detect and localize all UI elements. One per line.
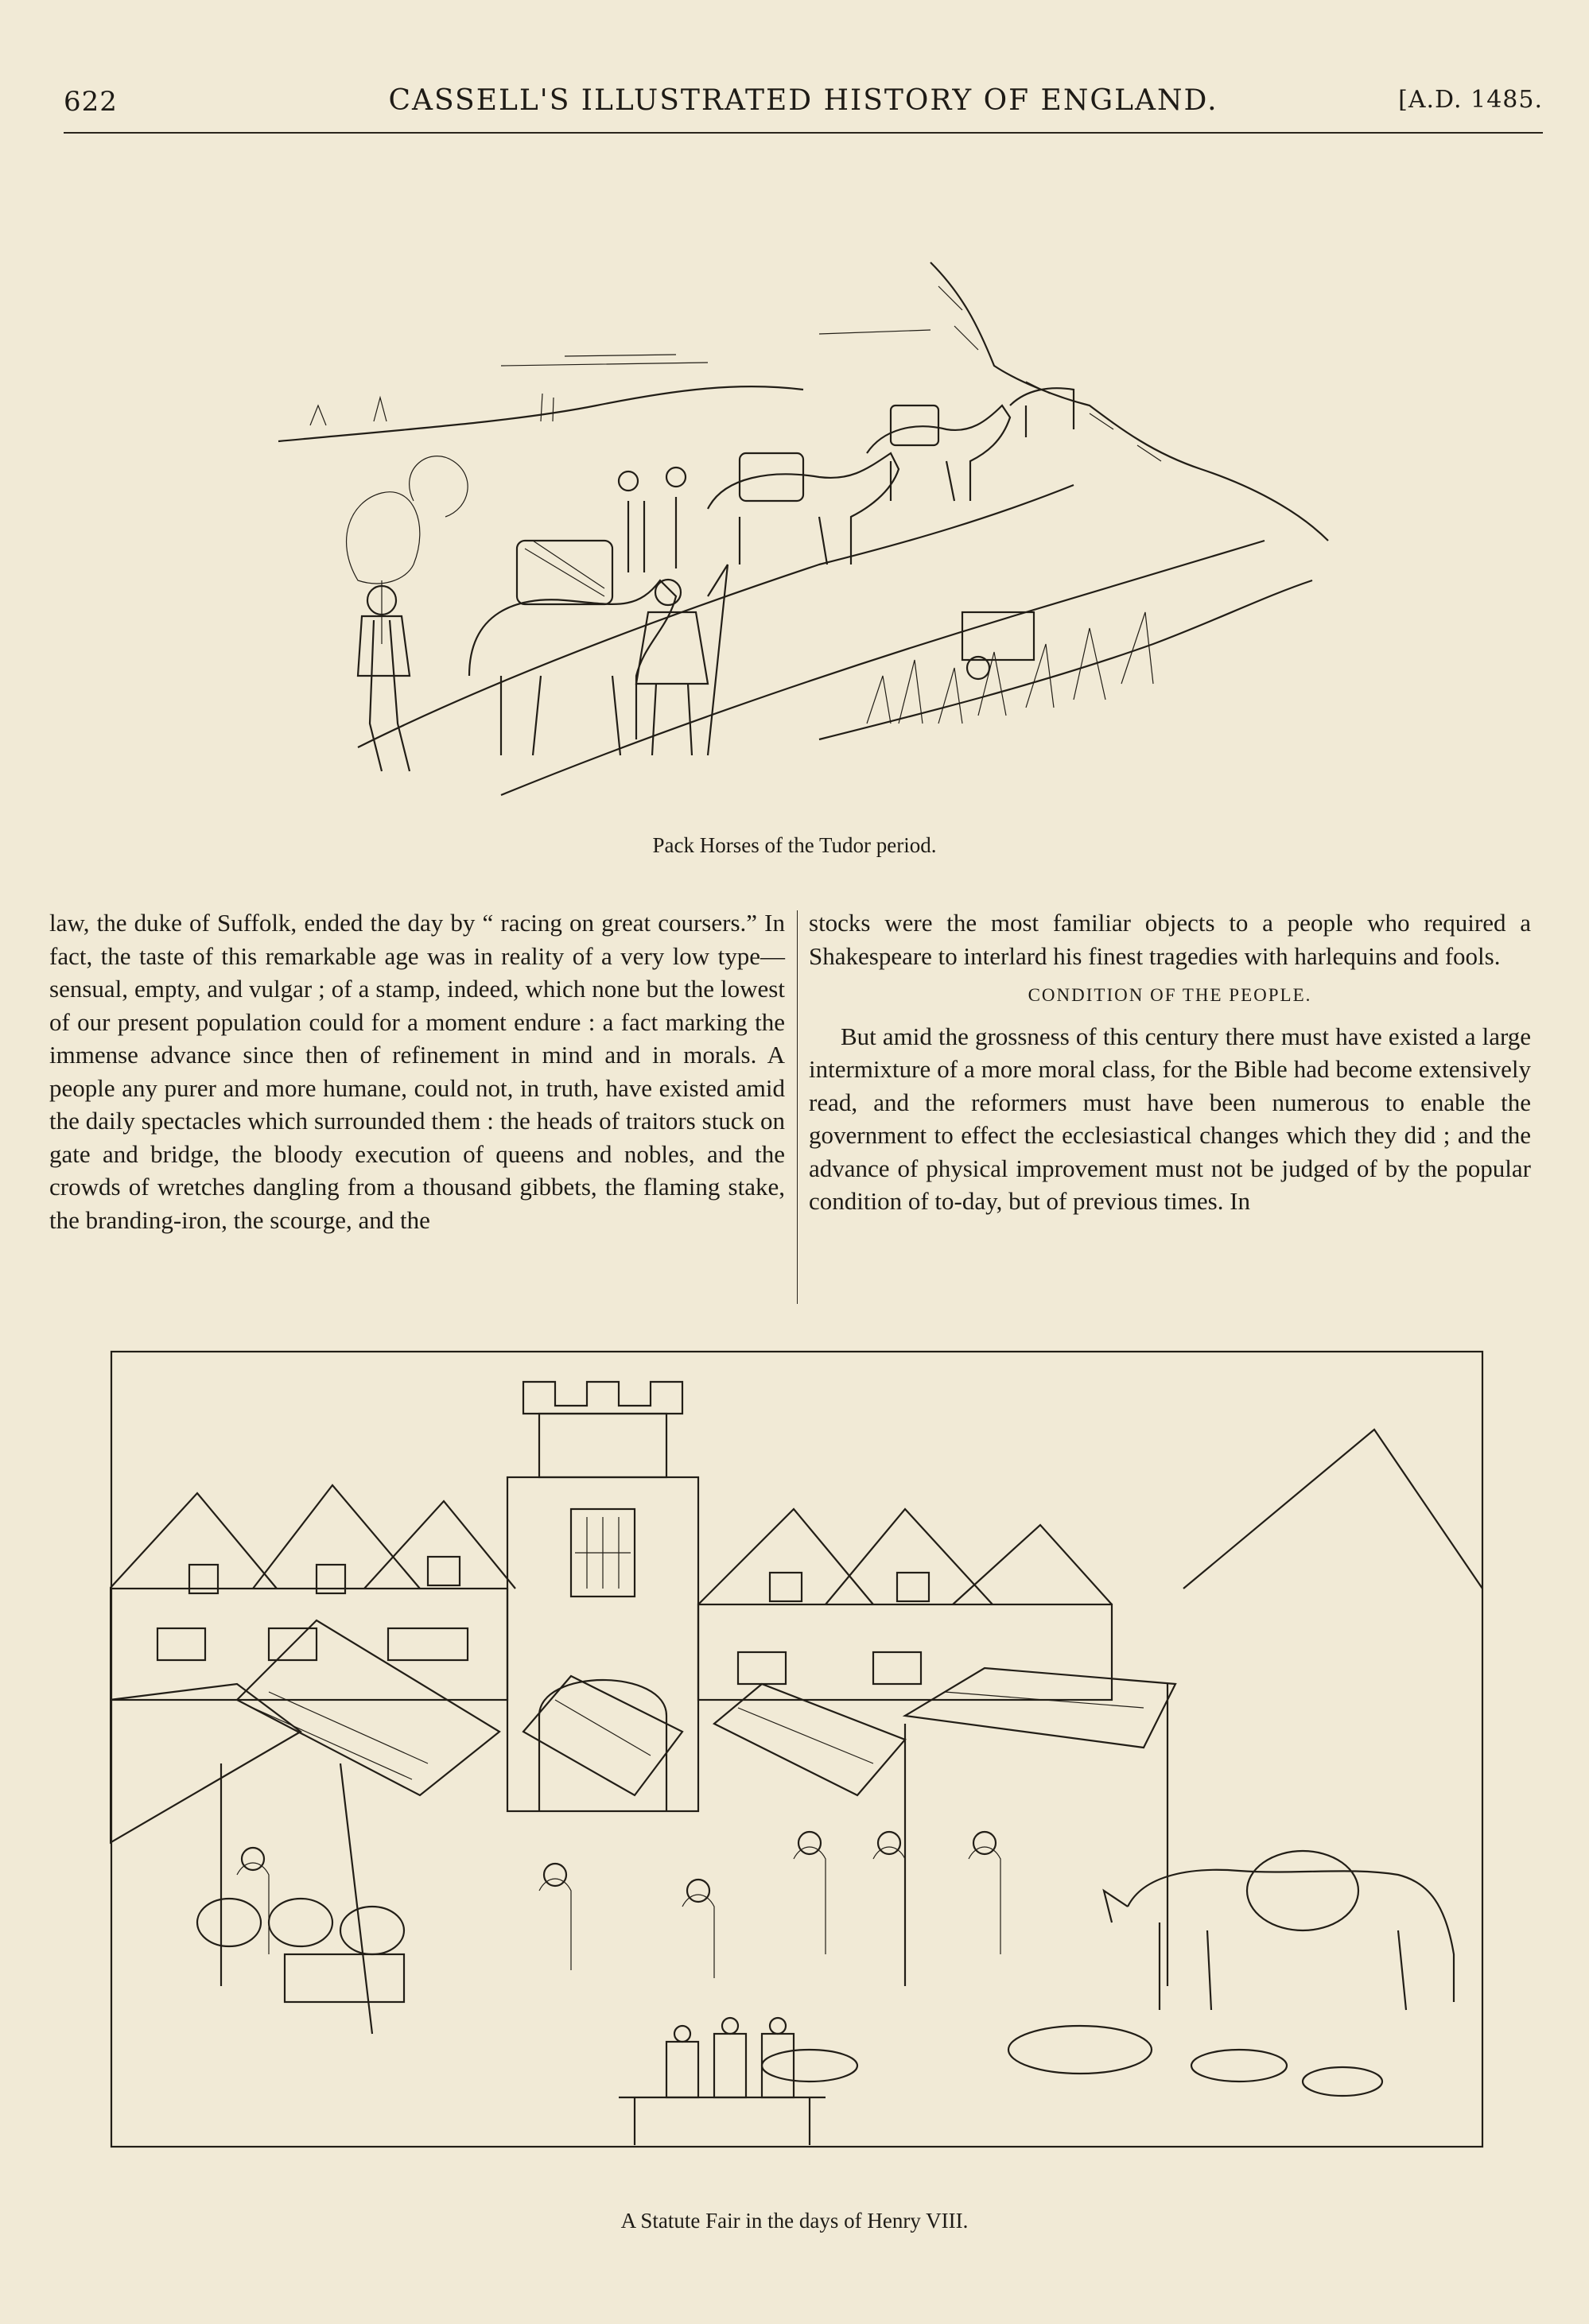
- right-column-text-bottom: But amid the grossness of this century there must have existed a large intermixture of a more moral class, for the Bible had become extensively read, and the reformers must have been numerous to enable the government to effect the ecclesiastical changes which they did ; and the advance of physical improvement must not be judged of by the popular condition of to-day, but of previous times. In: [809, 1022, 1531, 1215]
- section-heading: CONDITION OF THE PEOPLE.: [1028, 985, 1312, 1005]
- statute-fair-illustration: [110, 1350, 1484, 2193]
- left-column-text: law, the duke of Suffolk, ended the day by “ racing on great coursers.” In fact, the taste of this remarkable age was in reality of a very low type—sensual, empty, and vulgar ; of a stamp, indeed, which none but the lowest of our present population could for a moment endure : a fact marking the immense advance since then of refinement in mind and in morals. A people any purer and more humane, could not, in truth, have existed amid the daily spectacles which surrounded them : the heads of traitors stuck on gate and bridge, the bloody execution of queens and nobles, and the crowds of wretches dangling from a thousand gibbets, the flaming stake, the branding-iron, the scourge, and the: [49, 909, 785, 1234]
- right-column: [809, 906, 1531, 1218]
- pack-horses-illustration: [262, 167, 1344, 819]
- bottom-figure-caption: A Statute Fair in the days of Henry VIII.: [620, 2209, 969, 2233]
- top-figure-caption: Pack Horses of the Tudor period.: [652, 833, 937, 857]
- date-marker: [A.D. 1485.: [1398, 86, 1543, 114]
- header-rule: [64, 132, 1543, 134]
- page-number: 622: [64, 86, 118, 118]
- running-title: CASSELL'S ILLUSTRATED HISTORY OF ENGLAND.: [388, 84, 1218, 117]
- page-header: [64, 80, 1543, 127]
- left-column: [49, 906, 785, 1236]
- right-column-text-top: stocks were the most familiar objects to a people who required a Shakespeare to interlard his finest tragedies with harlequins and fools.: [809, 909, 1531, 970]
- column-divider: [797, 910, 798, 1304]
